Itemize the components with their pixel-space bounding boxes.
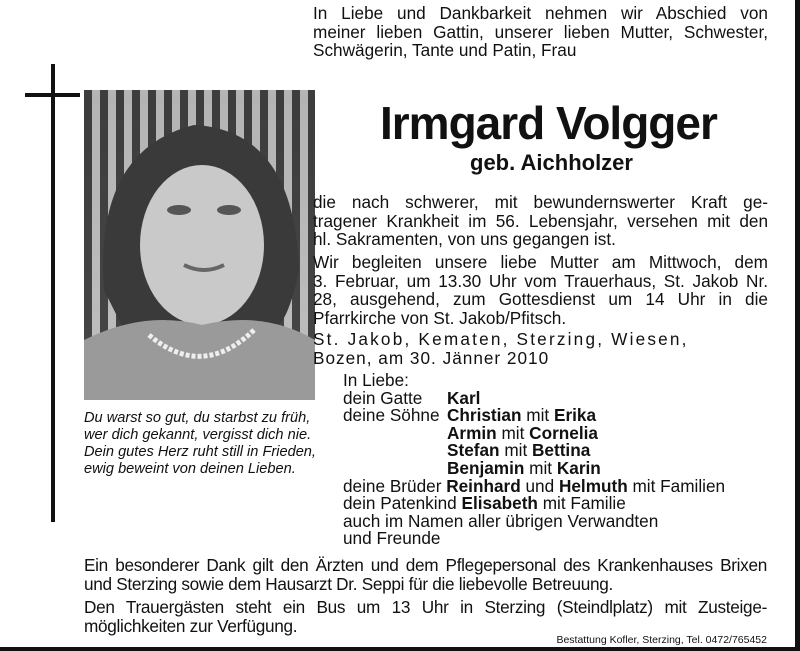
bus-line: Den Trauergästen steht ein Bus um 13 Uhr in Sterzing (Steindlplatz) mit Zusteige- <box>84 597 767 617</box>
godchild-name: Elisabeth <box>461 493 538 514</box>
brothers-suffix: mit Familien <box>632 475 726 496</box>
funeral-line: 3. Februar, um 13.30 Uhr vom Trauerhaus, St. Jakob Nr. <box>313 270 768 291</box>
poem-line: Du warst so gut, du starbst zu früh, <box>84 410 311 426</box>
poem-line: Dein gutes Herz ruht still in Frieden, <box>84 444 316 460</box>
passing-line: hl. Sakramenten, von uns gegangen ist. <box>313 229 616 250</box>
passing-text <box>313 193 768 249</box>
closing-line: und Freunde <box>343 528 441 549</box>
memorial-poem <box>84 410 316 478</box>
son-name: Benjamin <box>447 457 525 478</box>
passing-line: die nach schwerer, mit bewundernswerter Kraft ge- <box>313 192 768 212</box>
intro-line: meiner lieben Gattin, unserer lieben Mutter, Schwester, <box>313 21 768 42</box>
partner-name: Erika <box>553 405 597 426</box>
portrait-photo <box>84 90 315 400</box>
husband-label: dein Gatte <box>343 387 423 408</box>
brother-name: Helmuth <box>558 475 628 496</box>
thanks-line: und Sterzing sowie dem Hausarzt Dr. Seppi für die liebevolle Betreuung. <box>84 573 614 594</box>
brothers-label: deine Brüder <box>343 475 442 496</box>
funeral-text <box>313 253 768 327</box>
son-name: Armin <box>447 422 497 443</box>
godchild-suffix: mit Familie <box>542 493 626 514</box>
partner-name: Karin <box>556 457 601 478</box>
bus-line: möglichkeiten zur Verfügung. <box>84 615 298 636</box>
maiden-name: geb. Aichholzer <box>470 150 633 175</box>
partner-name: Cornelia <box>529 422 598 443</box>
poem-line: wer dich gekannt, vergisst dich nie. <box>84 427 312 443</box>
intro-line: Schwägerin, Tante und Patin, Frau <box>313 40 577 61</box>
cross-icon-vertical <box>51 64 55 522</box>
husband-name: Karl <box>447 387 481 408</box>
with-word: mit <box>504 440 528 461</box>
passing-line: tragener Krankheit im 56. Lebensjahr, versehen mit den <box>313 210 768 231</box>
and-word: und <box>525 475 555 496</box>
place-date <box>313 330 733 367</box>
thanks-line: Ein besonderer Dank gilt den Ärzten und dem Pflegepersonal des Krankenhauses Brixen <box>84 555 767 575</box>
partner-name: Bettina <box>532 440 591 461</box>
godchild-label: dein Patenkind <box>343 493 457 514</box>
cross-icon-horizontal <box>25 93 80 97</box>
thanks-text <box>84 556 767 593</box>
border-right <box>795 0 800 651</box>
son-name: Christian <box>447 405 522 426</box>
funeral-home-credit: Bestattung Kofler, Sterzing, Tel. 0472/765452 <box>556 634 767 646</box>
sons-label: deine Söhne <box>343 405 440 426</box>
funeral-line: 28, ausgehend, zum Gottesdienst um 14 Uhr in die <box>313 289 768 310</box>
poem-line: ewig beweint von deinen Lieben. <box>84 461 296 477</box>
family-heading: In Liebe: <box>343 370 409 390</box>
son-name: Stefan <box>447 440 500 461</box>
intro-line: In Liebe und Dankbarkeit nehmen wir Abschied von <box>313 3 768 23</box>
border-bottom <box>0 647 800 651</box>
date-line: Bozen, am 30. Jänner 2010 <box>313 347 550 368</box>
intro-text <box>313 4 768 60</box>
family-list <box>343 372 725 548</box>
deceased-name: Irmgard Volgger <box>380 97 717 149</box>
with-word: mit <box>529 457 553 478</box>
funeral-line: Wir begleiten unsere liebe Mutter am Mittwoch, dem <box>313 252 768 272</box>
with-word: mit <box>526 405 550 426</box>
funeral-line: Pfarrkirche von St. Jakob/Pfitsch. <box>313 307 567 328</box>
brother-name: Reinhard <box>446 475 521 496</box>
bus-text <box>84 598 767 635</box>
place-line: St. Jakob, Kematen, Sterzing, Wiesen, <box>313 329 689 349</box>
with-word: mit <box>501 422 525 443</box>
closing-line: auch im Namen aller übrigen Verwandten <box>343 510 659 531</box>
